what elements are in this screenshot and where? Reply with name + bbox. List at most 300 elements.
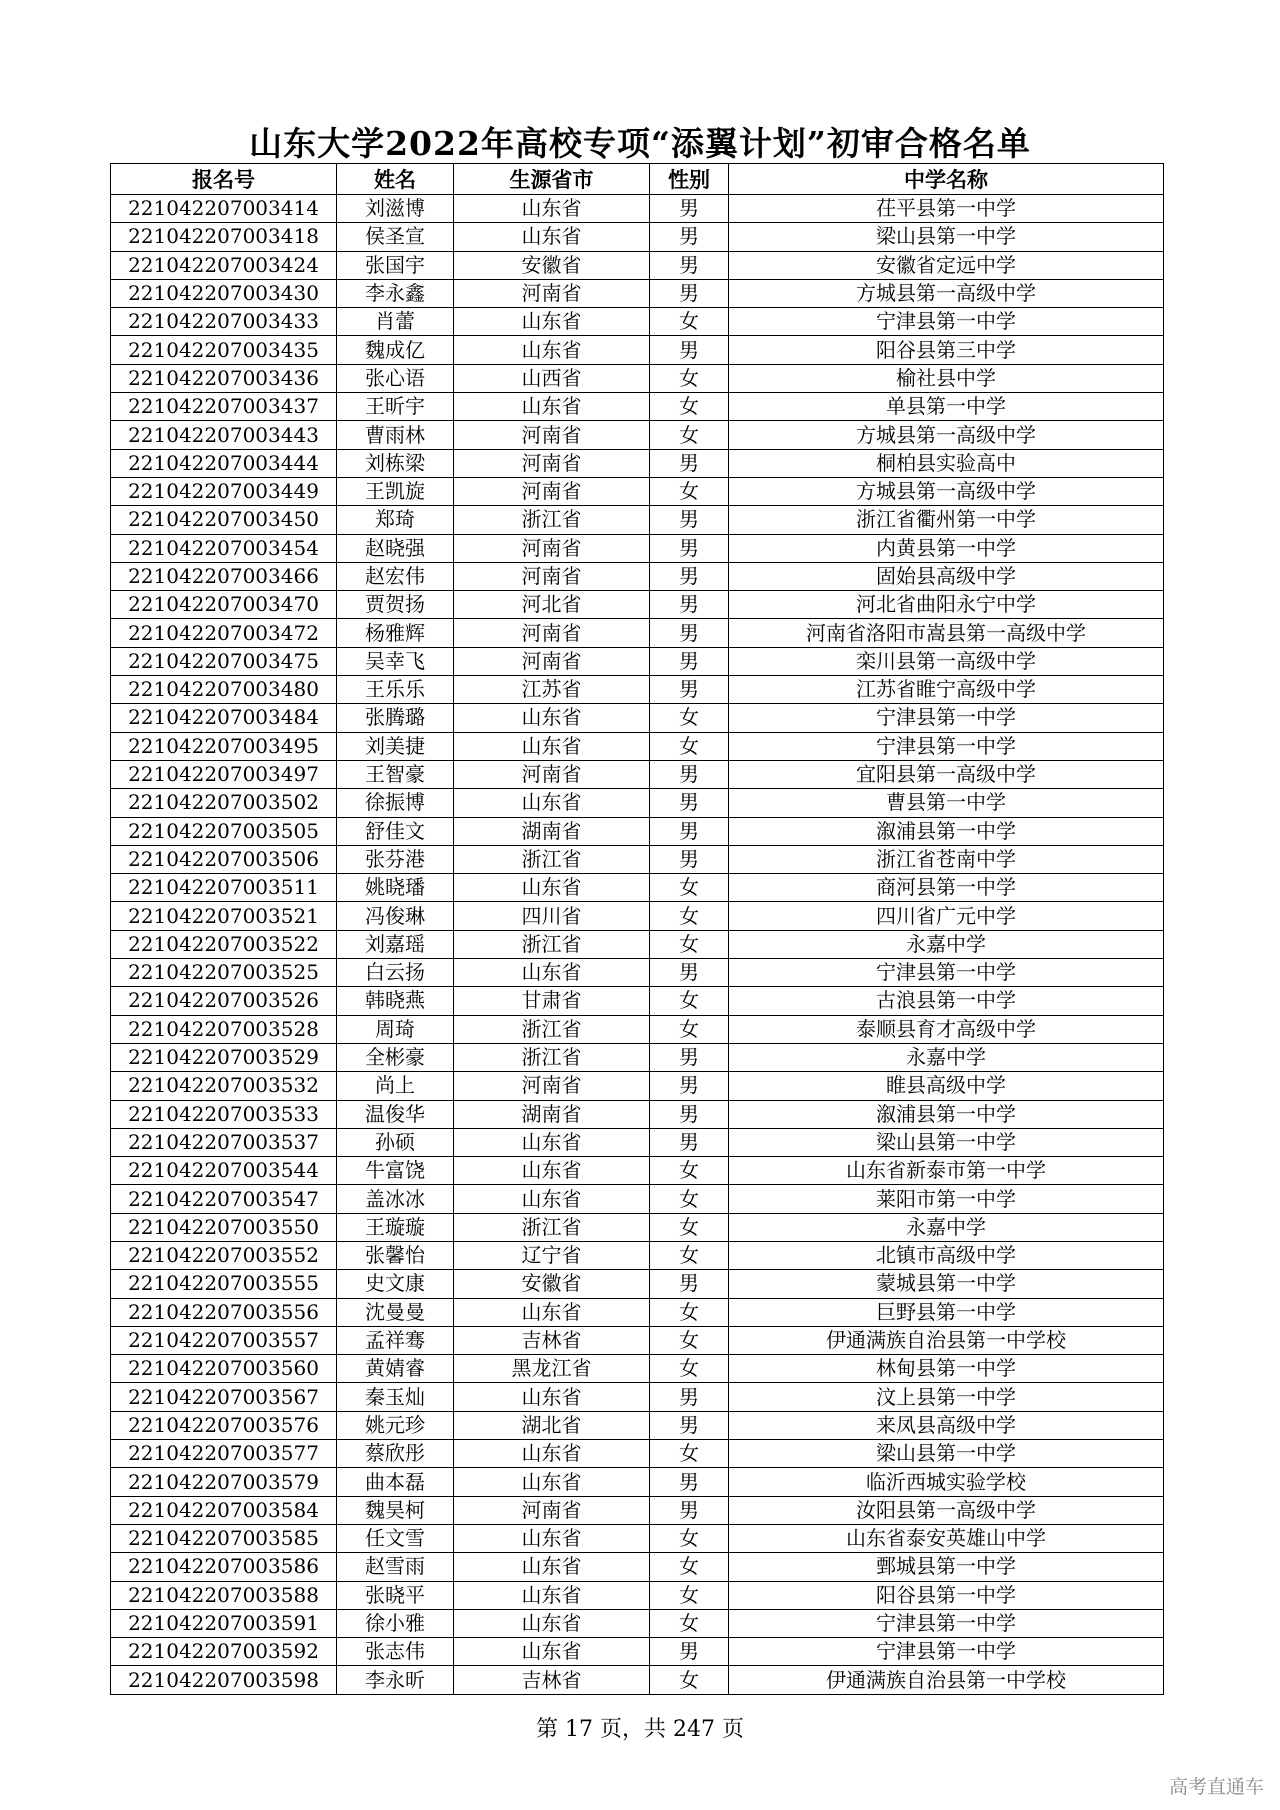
table-row: [111, 1270, 1164, 1298]
table-row: [111, 1100, 1164, 1128]
school-cell: 固始县高级中学: [729, 562, 1164, 590]
name-cell: 舒佳文: [337, 817, 454, 845]
table-row: [111, 1326, 1164, 1354]
school-cell: 溆浦县第一中学: [729, 817, 1164, 845]
name-cell: 周琦: [337, 1015, 454, 1043]
registration-no-cell: 221042207003556: [111, 1298, 337, 1326]
school-cell: 桐柏县实验高中: [729, 449, 1164, 477]
registration-no-cell: 221042207003567: [111, 1383, 337, 1411]
name-cell: 赵宏伟: [337, 562, 454, 590]
table-row: [111, 393, 1164, 421]
registration-no-cell: 221042207003532: [111, 1072, 337, 1100]
name-cell: 张心语: [337, 364, 454, 392]
gender-cell: 女: [650, 421, 729, 449]
province-cell: 甘肃省: [454, 987, 650, 1015]
province-cell: 吉林省: [454, 1326, 650, 1354]
admission-table: [110, 163, 1164, 1695]
registration-no-cell: 221042207003598: [111, 1666, 337, 1694]
column-header-name: 姓名: [337, 164, 454, 195]
table-row: [111, 704, 1164, 732]
name-cell: 王智豪: [337, 760, 454, 788]
name-cell: 贾贺扬: [337, 591, 454, 619]
province-cell: 山东省: [454, 789, 650, 817]
table-row: [111, 987, 1164, 1015]
registration-no-cell: 221042207003560: [111, 1355, 337, 1383]
table-row: [111, 1468, 1164, 1496]
name-cell: 徐小雅: [337, 1609, 454, 1637]
table-row: [111, 1043, 1164, 1071]
school-cell: 栾川县第一高级中学: [729, 647, 1164, 675]
gender-cell: 男: [650, 279, 729, 307]
name-cell: 刘滋博: [337, 195, 454, 223]
province-cell: 浙江省: [454, 1015, 650, 1043]
name-cell: 秦玉灿: [337, 1383, 454, 1411]
school-cell: 汝阳县第一高级中学: [729, 1496, 1164, 1524]
registration-no-cell: 221042207003450: [111, 506, 337, 534]
gender-cell: 女: [650, 1241, 729, 1269]
school-cell: 鄄城县第一中学: [729, 1553, 1164, 1581]
province-cell: 山东省: [454, 1553, 650, 1581]
name-cell: 刘嘉瑶: [337, 930, 454, 958]
registration-no-cell: 221042207003506: [111, 845, 337, 873]
province-cell: 山东省: [454, 1581, 650, 1609]
table-row: [111, 421, 1164, 449]
name-cell: 姚元珍: [337, 1411, 454, 1439]
gender-cell: 女: [650, 732, 729, 760]
table-row: [111, 1581, 1164, 1609]
registration-no-cell: 221042207003497: [111, 760, 337, 788]
table-row: [111, 845, 1164, 873]
name-cell: 张腾璐: [337, 704, 454, 732]
school-cell: 安徽省定远中学: [729, 251, 1164, 279]
name-cell: 张馨怡: [337, 1241, 454, 1269]
province-cell: 山东省: [454, 1609, 650, 1637]
province-cell: 河南省: [454, 562, 650, 590]
name-cell: 孟祥骞: [337, 1326, 454, 1354]
school-cell: 梁山县第一中学: [729, 1128, 1164, 1156]
table-row: [111, 676, 1164, 704]
school-cell: 宁津县第一中学: [729, 1609, 1164, 1637]
name-cell: 沈曼曼: [337, 1298, 454, 1326]
gender-cell: 男: [650, 1411, 729, 1439]
school-cell: 宁津县第一中学: [729, 959, 1164, 987]
gender-cell: 男: [650, 1072, 729, 1100]
gender-cell: 女: [650, 1553, 729, 1581]
registration-no-cell: 221042207003522: [111, 930, 337, 958]
gender-cell: 女: [650, 987, 729, 1015]
school-cell: 浙江省衢州第一中学: [729, 506, 1164, 534]
province-cell: 黑龙江省: [454, 1355, 650, 1383]
school-cell: 泰顺县育才高级中学: [729, 1015, 1164, 1043]
school-cell: 山东省泰安英雄山中学: [729, 1524, 1164, 1552]
registration-no-cell: 221042207003475: [111, 647, 337, 675]
registration-no-cell: 221042207003585: [111, 1524, 337, 1552]
gender-cell: 男: [650, 1638, 729, 1666]
gender-cell: 女: [650, 1326, 729, 1354]
name-cell: 任文雪: [337, 1524, 454, 1552]
table-row: [111, 1411, 1164, 1439]
table-row: [111, 1355, 1164, 1383]
province-cell: 浙江省: [454, 506, 650, 534]
registration-no-cell: 221042207003526: [111, 987, 337, 1015]
registration-no-cell: 221042207003584: [111, 1496, 337, 1524]
table-row: [111, 1241, 1164, 1269]
gender-cell: 女: [650, 704, 729, 732]
school-cell: 宁津县第一中学: [729, 732, 1164, 760]
province-cell: 江苏省: [454, 676, 650, 704]
table-header-row: [111, 164, 1164, 195]
gender-cell: 男: [650, 789, 729, 817]
gender-cell: 男: [650, 676, 729, 704]
school-cell: 四川省广元中学: [729, 902, 1164, 930]
province-cell: 山东省: [454, 1185, 650, 1213]
registration-no-cell: 221042207003418: [111, 223, 337, 251]
gender-cell: 男: [650, 251, 729, 279]
registration-no-cell: 221042207003550: [111, 1213, 337, 1241]
gender-cell: 男: [650, 817, 729, 845]
registration-no-cell: 221042207003502: [111, 789, 337, 817]
province-cell: 山东省: [454, 959, 650, 987]
name-cell: 孙硕: [337, 1128, 454, 1156]
page-number: 第 17 页，共 247 页: [536, 1717, 744, 1742]
school-cell: 河南省洛阳市嵩县第一高级中学: [729, 619, 1164, 647]
registration-no-cell: 221042207003505: [111, 817, 337, 845]
gender-cell: 男: [650, 1270, 729, 1298]
gender-cell: 男: [650, 1383, 729, 1411]
name-cell: 刘栋梁: [337, 449, 454, 477]
registration-no-cell: 221042207003433: [111, 308, 337, 336]
province-cell: 山东省: [454, 1468, 650, 1496]
name-cell: 杨雅辉: [337, 619, 454, 647]
gender-cell: 男: [650, 845, 729, 873]
table-row: [111, 562, 1164, 590]
name-cell: 史文康: [337, 1270, 454, 1298]
page-title: 山东大学2022年高校专项“添翼计划”初审合格名单: [249, 124, 1031, 163]
registration-no-cell: 221042207003466: [111, 562, 337, 590]
table-row: [111, 223, 1164, 251]
registration-no-cell: 221042207003472: [111, 619, 337, 647]
name-cell: 王璇璇: [337, 1213, 454, 1241]
name-cell: 牛富饶: [337, 1157, 454, 1185]
registration-no-cell: 221042207003547: [111, 1185, 337, 1213]
gender-cell: 男: [650, 195, 729, 223]
name-cell: 曹雨林: [337, 421, 454, 449]
table-row: [111, 477, 1164, 505]
gender-cell: 女: [650, 902, 729, 930]
name-cell: 姚晓璠: [337, 874, 454, 902]
province-cell: 山东省: [454, 1638, 650, 1666]
registration-no-cell: 221042207003424: [111, 251, 337, 279]
school-cell: 方城县第一高级中学: [729, 279, 1164, 307]
gender-cell: 男: [650, 591, 729, 619]
province-cell: 河南省: [454, 1072, 650, 1100]
table-row: [111, 1524, 1164, 1552]
table-row: [111, 1666, 1164, 1694]
name-cell: 曲本磊: [337, 1468, 454, 1496]
province-cell: 河南省: [454, 534, 650, 562]
school-cell: 江苏省睢宁高级中学: [729, 676, 1164, 704]
school-cell: 宜阳县第一高级中学: [729, 760, 1164, 788]
table-row: [111, 308, 1164, 336]
registration-no-cell: 221042207003430: [111, 279, 337, 307]
province-cell: 河南省: [454, 279, 650, 307]
province-cell: 山西省: [454, 364, 650, 392]
registration-no-cell: 221042207003552: [111, 1241, 337, 1269]
registration-no-cell: 221042207003495: [111, 732, 337, 760]
school-cell: 伊通满族自治县第一中学校: [729, 1326, 1164, 1354]
school-cell: 临沂西城实验学校: [729, 1468, 1164, 1496]
column-header-registration-no: 报名号: [111, 164, 337, 195]
table-row: [111, 1609, 1164, 1637]
registration-no-cell: 221042207003525: [111, 959, 337, 987]
name-cell: 吴幸飞: [337, 647, 454, 675]
name-cell: 黄婧睿: [337, 1355, 454, 1383]
table-row: [111, 930, 1164, 958]
province-cell: 山东省: [454, 704, 650, 732]
school-cell: 单县第一中学: [729, 393, 1164, 421]
province-cell: 安徽省: [454, 251, 650, 279]
registration-no-cell: 221042207003436: [111, 364, 337, 392]
table-row: [111, 251, 1164, 279]
gender-cell: 女: [650, 1015, 729, 1043]
gender-cell: 男: [650, 1100, 729, 1128]
registration-no-cell: 221042207003533: [111, 1100, 337, 1128]
name-cell: 温俊华: [337, 1100, 454, 1128]
table-row: [111, 1383, 1164, 1411]
table-row: [111, 534, 1164, 562]
school-cell: 巨野县第一中学: [729, 1298, 1164, 1326]
registration-no-cell: 221042207003454: [111, 534, 337, 562]
registration-no-cell: 221042207003449: [111, 477, 337, 505]
name-cell: 李永昕: [337, 1666, 454, 1694]
gender-cell: 男: [650, 1468, 729, 1496]
province-cell: 山东省: [454, 1128, 650, 1156]
name-cell: 冯俊琳: [337, 902, 454, 930]
province-cell: 河南省: [454, 421, 650, 449]
province-cell: 河北省: [454, 591, 650, 619]
table-row: [111, 874, 1164, 902]
name-cell: 刘美捷: [337, 732, 454, 760]
name-cell: 郑琦: [337, 506, 454, 534]
table-row: [111, 1015, 1164, 1043]
province-cell: 山东省: [454, 308, 650, 336]
registration-no-cell: 221042207003480: [111, 676, 337, 704]
gender-cell: 女: [650, 1581, 729, 1609]
school-cell: 茌平县第一中学: [729, 195, 1164, 223]
registration-no-cell: 221042207003576: [111, 1411, 337, 1439]
school-cell: 阳谷县第一中学: [729, 1581, 1164, 1609]
school-cell: 方城县第一高级中学: [729, 421, 1164, 449]
name-cell: 张晓平: [337, 1581, 454, 1609]
name-cell: 全彬豪: [337, 1043, 454, 1071]
table-row: [111, 1157, 1164, 1185]
gender-cell: 男: [650, 1043, 729, 1071]
registration-no-cell: 221042207003537: [111, 1128, 337, 1156]
name-cell: 王乐乐: [337, 676, 454, 704]
registration-no-cell: 221042207003521: [111, 902, 337, 930]
name-cell: 张芬港: [337, 845, 454, 873]
gender-cell: 男: [650, 223, 729, 251]
school-cell: 永嘉中学: [729, 1213, 1164, 1241]
school-cell: 曹县第一中学: [729, 789, 1164, 817]
province-cell: 山东省: [454, 1383, 650, 1411]
school-cell: 汶上县第一中学: [729, 1383, 1164, 1411]
gender-cell: 女: [650, 930, 729, 958]
table-row: [111, 1213, 1164, 1241]
province-cell: 浙江省: [454, 930, 650, 958]
province-cell: 辽宁省: [454, 1241, 650, 1269]
school-cell: 宁津县第一中学: [729, 704, 1164, 732]
name-cell: 尚上: [337, 1072, 454, 1100]
school-cell: 睢县高级中学: [729, 1072, 1164, 1100]
name-cell: 王昕宇: [337, 393, 454, 421]
gender-cell: 男: [650, 760, 729, 788]
name-cell: 侯圣宣: [337, 223, 454, 251]
table-row: [111, 364, 1164, 392]
registration-no-cell: 221042207003414: [111, 195, 337, 223]
table-row: [111, 336, 1164, 364]
school-cell: 方城县第一高级中学: [729, 477, 1164, 505]
province-cell: 湖南省: [454, 1100, 650, 1128]
province-cell: 山东省: [454, 1440, 650, 1468]
school-cell: 浙江省苍南中学: [729, 845, 1164, 873]
table-row: [111, 1553, 1164, 1581]
name-cell: 赵晓强: [337, 534, 454, 562]
province-cell: 河南省: [454, 1496, 650, 1524]
registration-no-cell: 221042207003484: [111, 704, 337, 732]
province-cell: 河南省: [454, 647, 650, 675]
registration-no-cell: 221042207003591: [111, 1609, 337, 1637]
province-cell: 河南省: [454, 619, 650, 647]
name-cell: 白云扬: [337, 959, 454, 987]
school-cell: 林甸县第一中学: [729, 1355, 1164, 1383]
gender-cell: 男: [650, 534, 729, 562]
registration-no-cell: 221042207003470: [111, 591, 337, 619]
school-cell: 宁津县第一中学: [729, 1638, 1164, 1666]
school-cell: 宁津县第一中学: [729, 308, 1164, 336]
gender-cell: 女: [650, 874, 729, 902]
province-cell: 山东省: [454, 1524, 650, 1552]
gender-cell: 男: [650, 449, 729, 477]
province-cell: 山东省: [454, 874, 650, 902]
name-cell: 蔡欣彤: [337, 1440, 454, 1468]
table-row: [111, 789, 1164, 817]
registration-no-cell: 221042207003586: [111, 1553, 337, 1581]
table-row: [111, 279, 1164, 307]
table-row: [111, 732, 1164, 760]
school-cell: 商河县第一中学: [729, 874, 1164, 902]
table-body: [111, 195, 1164, 1695]
school-cell: 阳谷县第三中学: [729, 336, 1164, 364]
registration-no-cell: 221042207003444: [111, 449, 337, 477]
province-cell: 四川省: [454, 902, 650, 930]
registration-no-cell: 221042207003511: [111, 874, 337, 902]
gender-cell: 女: [650, 308, 729, 336]
column-header-province: 生源省市: [454, 164, 650, 195]
province-cell: 湖北省: [454, 1411, 650, 1439]
gender-cell: 女: [650, 1298, 729, 1326]
province-cell: 河南省: [454, 477, 650, 505]
name-cell: 张国宇: [337, 251, 454, 279]
province-cell: 安徽省: [454, 1270, 650, 1298]
province-cell: 山东省: [454, 195, 650, 223]
registration-no-cell: 221042207003435: [111, 336, 337, 364]
gender-cell: 男: [650, 506, 729, 534]
name-cell: 肖蕾: [337, 308, 454, 336]
school-cell: 莱阳市第一中学: [729, 1185, 1164, 1213]
registration-no-cell: 221042207003529: [111, 1043, 337, 1071]
table-row: [111, 1298, 1164, 1326]
name-cell: 李永鑫: [337, 279, 454, 307]
school-cell: 内黄县第一中学: [729, 534, 1164, 562]
province-cell: 浙江省: [454, 845, 650, 873]
registration-no-cell: 221042207003555: [111, 1270, 337, 1298]
province-cell: 山东省: [454, 1157, 650, 1185]
name-cell: 韩晓燕: [337, 987, 454, 1015]
registration-no-cell: 221042207003557: [111, 1326, 337, 1354]
gender-cell: 女: [650, 1213, 729, 1241]
gender-cell: 女: [650, 1609, 729, 1637]
registration-no-cell: 221042207003588: [111, 1581, 337, 1609]
school-cell: 北镇市高级中学: [729, 1241, 1164, 1269]
gender-cell: 女: [650, 364, 729, 392]
gender-cell: 女: [650, 477, 729, 505]
table-row: [111, 1072, 1164, 1100]
province-cell: 山东省: [454, 336, 650, 364]
table-row: [111, 506, 1164, 534]
name-cell: 徐振博: [337, 789, 454, 817]
gender-cell: 女: [650, 1157, 729, 1185]
table-row: [111, 760, 1164, 788]
gender-cell: 男: [650, 959, 729, 987]
name-cell: 魏昊柯: [337, 1496, 454, 1524]
registration-no-cell: 221042207003544: [111, 1157, 337, 1185]
gender-cell: 男: [650, 1496, 729, 1524]
table-row: [111, 1185, 1164, 1213]
province-cell: 河南省: [454, 760, 650, 788]
table-row: [111, 959, 1164, 987]
column-header-gender: 性别: [650, 164, 729, 195]
gender-cell: 女: [650, 1355, 729, 1383]
gender-cell: 男: [650, 336, 729, 364]
school-cell: 蒙城县第一中学: [729, 1270, 1164, 1298]
gender-cell: 女: [650, 1185, 729, 1213]
registration-no-cell: 221042207003528: [111, 1015, 337, 1043]
table-row: [111, 619, 1164, 647]
name-cell: 盖冰冰: [337, 1185, 454, 1213]
school-cell: 溆浦县第一中学: [729, 1100, 1164, 1128]
table-row: [111, 449, 1164, 477]
school-cell: 河北省曲阳永宁中学: [729, 591, 1164, 619]
province-cell: 山东省: [454, 732, 650, 760]
table-row: [111, 817, 1164, 845]
watermark: 高考直通车: [1168, 1776, 1264, 1798]
table-row: [111, 902, 1164, 930]
name-cell: 赵雪雨: [337, 1553, 454, 1581]
school-cell: 伊通满族自治县第一中学校: [729, 1666, 1164, 1694]
table-row: [111, 1638, 1164, 1666]
gender-cell: 男: [650, 562, 729, 590]
school-cell: 榆社县中学: [729, 364, 1164, 392]
registration-no-cell: 221042207003443: [111, 421, 337, 449]
gender-cell: 女: [650, 1524, 729, 1552]
name-cell: 魏成亿: [337, 336, 454, 364]
gender-cell: 女: [650, 393, 729, 421]
gender-cell: 男: [650, 1128, 729, 1156]
province-cell: 河南省: [454, 449, 650, 477]
school-cell: 古浪县第一中学: [729, 987, 1164, 1015]
table-row: [111, 647, 1164, 675]
